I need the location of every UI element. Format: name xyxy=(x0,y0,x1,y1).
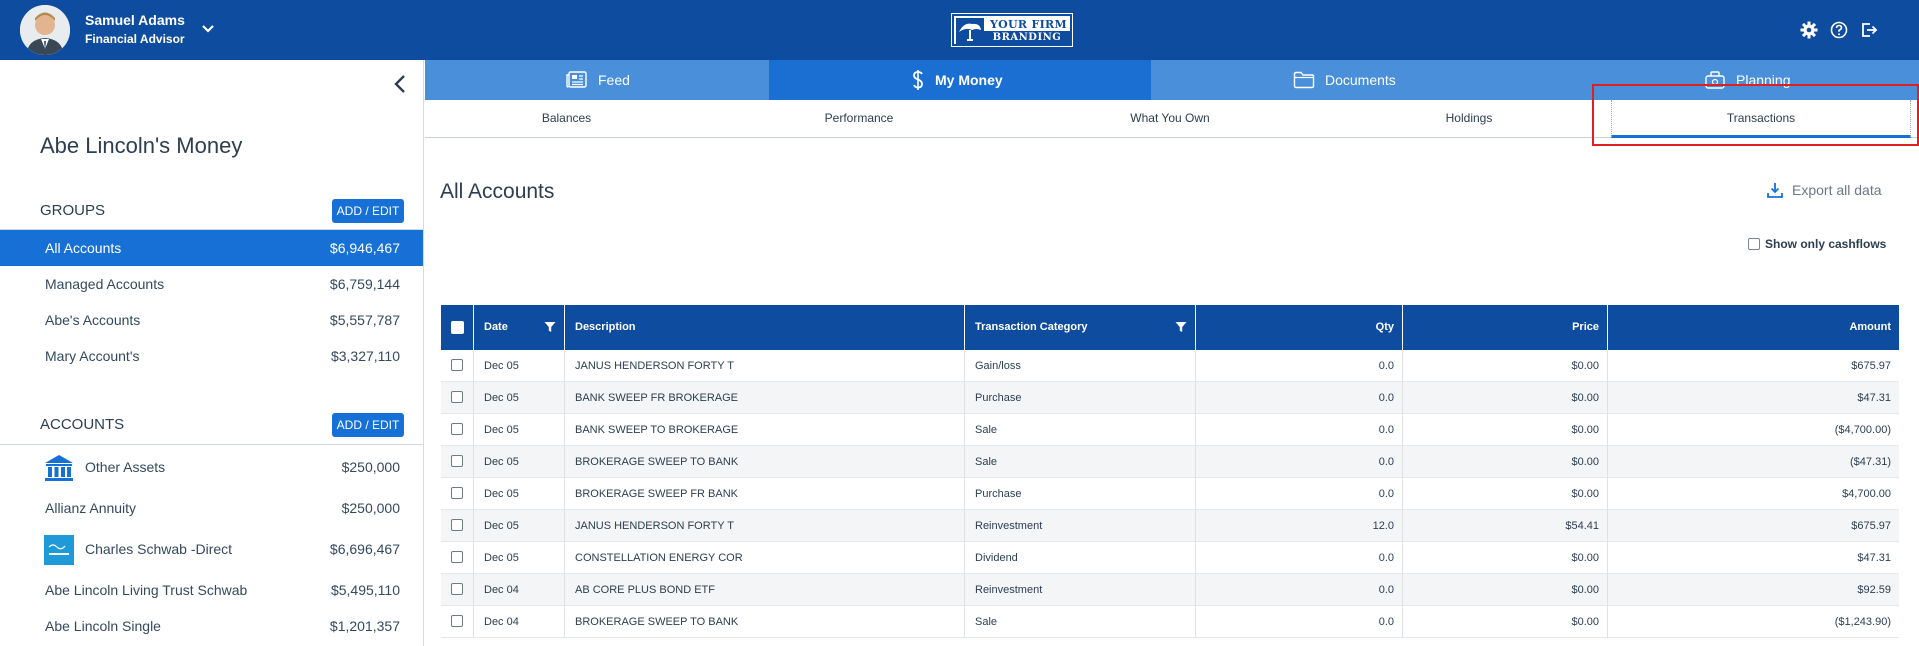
cell-amount: $4,700.00 xyxy=(1842,488,1891,500)
cell-category xyxy=(965,382,1196,414)
header-amount[interactable]: Amount xyxy=(1849,321,1891,333)
cell-category xyxy=(965,446,1196,478)
cell-qty: 0.0 xyxy=(1196,350,1403,382)
row-checkbox[interactable] xyxy=(451,455,463,467)
cell-select xyxy=(441,478,474,510)
group-amount: $6,946,467 xyxy=(329,240,400,256)
cell-qty: 0.0 xyxy=(1196,478,1403,510)
cell-price: $54.41 xyxy=(1403,510,1608,542)
cell-qty: 0.0 xyxy=(1196,574,1403,606)
cell-category-text: Purchase xyxy=(975,392,1022,404)
row-checkbox[interactable] xyxy=(451,487,463,499)
row-checkbox[interactable] xyxy=(451,551,463,563)
cell-category xyxy=(965,606,1196,638)
cell-qty: 0.0 xyxy=(1196,446,1403,478)
select-all-checkbox[interactable] xyxy=(451,321,464,334)
cell-qty: 0.0 xyxy=(1196,382,1403,414)
cell-category-text: Purchase xyxy=(975,488,1022,500)
cell-qty: 0.0 xyxy=(1196,606,1403,638)
cell-category xyxy=(965,414,1196,446)
cell-description-text: BANK SWEEP TO BROKERAGE xyxy=(575,424,739,436)
cell-category-text: Dividend xyxy=(975,552,1018,564)
cell-date xyxy=(474,382,565,414)
header-price[interactable]: Price xyxy=(1403,305,1608,350)
cell-date-text: Dec 05 xyxy=(484,488,519,500)
cell-description-text: BROKERAGE SWEEP FR BANK xyxy=(575,488,739,500)
page-title: All Accounts xyxy=(440,180,555,203)
table-header xyxy=(441,305,1899,350)
account-label: Abe Lincoln Living Trust Schwab xyxy=(45,582,248,598)
cell-description-text: JANUS HENDERSON FORTY T xyxy=(575,520,734,532)
dollar-icon xyxy=(911,69,925,91)
tab-my-money[interactable] xyxy=(769,60,1151,100)
tree-icon xyxy=(956,18,984,44)
accounts-label: ACCOUNTS xyxy=(40,416,125,433)
cell-description xyxy=(565,510,965,542)
help-icon[interactable] xyxy=(1830,21,1848,39)
cell-description xyxy=(565,606,965,638)
cell-description-text: BANK SWEEP FR BROKERAGE xyxy=(575,392,739,404)
table-row[interactable] xyxy=(441,606,1899,638)
brand-line-2: BRANDING xyxy=(984,31,1070,44)
cell-description-text: BROKERAGE SWEEP TO BANK xyxy=(575,616,739,628)
header-select-cell xyxy=(441,305,474,350)
cell-date-text: Dec 05 xyxy=(484,520,519,532)
table-row[interactable] xyxy=(441,510,1899,542)
subtab-holdings[interactable]: Holdings xyxy=(1445,111,1493,125)
cell-description xyxy=(565,382,965,414)
filter-icon[interactable] xyxy=(1175,321,1187,333)
table-row[interactable] xyxy=(441,542,1899,574)
tab-label: Planning xyxy=(1736,72,1791,88)
row-checkbox[interactable] xyxy=(451,519,463,531)
cell-category xyxy=(965,478,1196,510)
cell-date xyxy=(474,446,565,478)
cell-amount: ($4,700.00) xyxy=(1834,424,1891,436)
table-row[interactable] xyxy=(441,382,1899,414)
highlight-annotation xyxy=(1592,84,1919,146)
cell-category-text: Reinvestment xyxy=(975,520,1043,532)
cell-price: $0.00 xyxy=(1403,542,1608,574)
cell-date-text: Dec 05 xyxy=(484,456,519,468)
chevron-left-icon[interactable] xyxy=(390,72,412,96)
cell-amount: $675.97 xyxy=(1851,360,1891,372)
cell-select xyxy=(441,414,474,446)
cell-category-text: Gain/loss xyxy=(975,360,1021,372)
show-only-cashflows-toggle[interactable] xyxy=(1748,237,1886,251)
cell-date-text: Dec 04 xyxy=(484,616,519,628)
cell-date-text: Dec 04 xyxy=(484,584,519,596)
chevron-down-icon[interactable] xyxy=(199,20,217,38)
header-label: Description xyxy=(575,321,636,333)
subtab-performance[interactable]: Performance xyxy=(824,111,894,125)
cell-select xyxy=(441,350,474,382)
subtab-what-you-own[interactable]: What You Own xyxy=(1130,111,1210,125)
account-label: Allianz Annuity xyxy=(45,500,137,516)
account-item-other-assets[interactable] xyxy=(0,447,423,487)
cell-select xyxy=(441,542,474,574)
export-all-data-button[interactable] xyxy=(1766,181,1882,199)
table-row[interactable] xyxy=(441,574,1899,606)
table-row[interactable] xyxy=(441,478,1899,510)
account-amount: $250,000 xyxy=(341,500,400,516)
app-header xyxy=(0,0,1919,60)
cell-description-text: BROKERAGE SWEEP TO BANK xyxy=(575,456,739,468)
header-transaction-category[interactable] xyxy=(965,305,1196,350)
groups-label: GROUPS xyxy=(40,202,106,219)
cell-select xyxy=(441,574,474,606)
cell-select xyxy=(441,446,474,478)
group-amount: $6,759,144 xyxy=(329,276,400,292)
group-item-all-accounts[interactable] xyxy=(0,230,423,266)
sidebar xyxy=(0,60,424,646)
export-label: Export all data xyxy=(1792,182,1882,198)
cell-date xyxy=(474,574,565,606)
table-row[interactable] xyxy=(441,446,1899,478)
cell-category xyxy=(965,574,1196,606)
cell-category-text: Reinvestment xyxy=(975,584,1043,596)
account-amount: $1,201,357 xyxy=(329,618,400,634)
user-name: Samuel Adams xyxy=(85,12,185,28)
cell-category-text: Sale xyxy=(975,616,998,628)
cell-date xyxy=(474,414,565,446)
account-item-charles-schwab[interactable] xyxy=(0,529,423,569)
divider xyxy=(0,444,424,445)
tab-label: Documents xyxy=(1325,72,1396,88)
account-item-abe-single[interactable] xyxy=(0,606,423,646)
cell-amount: $47.31 xyxy=(1857,392,1891,404)
accounts-add-edit-button[interactable]: ADD / EDIT xyxy=(332,413,404,437)
cell-price: $0.00 xyxy=(1403,574,1608,606)
row-checkbox[interactable] xyxy=(451,423,463,435)
group-item-abes-accounts[interactable] xyxy=(0,302,423,338)
tab-label: My Money xyxy=(935,72,1003,88)
row-checkbox[interactable] xyxy=(451,615,463,627)
cell-amount: ($1,243.90) xyxy=(1834,616,1891,628)
cell-price: $0.00 xyxy=(1403,478,1608,510)
group-item-mary-account[interactable] xyxy=(0,338,423,374)
user-role: Financial Advisor xyxy=(85,32,185,46)
header-description[interactable] xyxy=(565,305,965,350)
cell-category xyxy=(965,542,1196,574)
cell-price: $0.00 xyxy=(1403,414,1608,446)
tab-documents[interactable] xyxy=(1151,60,1594,100)
cell-date xyxy=(474,542,565,574)
filter-icon[interactable] xyxy=(544,321,556,333)
group-amount: $5,557,787 xyxy=(329,312,400,328)
header-date[interactable] xyxy=(474,305,565,350)
cell-qty: 0.0 xyxy=(1196,542,1403,574)
row-checkbox[interactable] xyxy=(451,583,463,595)
account-label: Charles Schwab -Direct xyxy=(85,541,233,557)
schwab-logo-icon xyxy=(43,535,75,565)
cell-category xyxy=(965,510,1196,542)
tab-label: Feed xyxy=(598,72,630,88)
cell-select xyxy=(441,606,474,638)
group-label: Mary Account's xyxy=(45,348,140,364)
cell-description xyxy=(565,414,965,446)
cell-select xyxy=(441,382,474,414)
logout-icon[interactable] xyxy=(1860,21,1878,39)
header-qty[interactable]: Qty xyxy=(1196,305,1403,350)
cell-date xyxy=(474,510,565,542)
cell-description xyxy=(565,350,965,382)
brand-line-1: YOUR FIRM xyxy=(990,18,1067,31)
header-label: Date xyxy=(484,321,508,333)
cell-date-text: Dec 05 xyxy=(484,552,519,564)
cell-price: $0.00 xyxy=(1403,350,1608,382)
download-icon xyxy=(1766,181,1784,199)
cell-price: $0.00 xyxy=(1403,446,1608,478)
cell-amount: ($47.31) xyxy=(1850,456,1891,468)
cell-price: $0.00 xyxy=(1403,382,1608,414)
header-label: Transaction Category xyxy=(975,321,1088,333)
group-label: All Accounts xyxy=(45,240,122,256)
cell-description xyxy=(565,446,965,478)
account-amount: $250,000 xyxy=(341,459,400,475)
cashflow-checkbox[interactable] xyxy=(1748,238,1760,250)
group-amount: $3,327,110 xyxy=(330,348,400,364)
cell-select xyxy=(441,510,474,542)
cell-description-text: JANUS HENDERSON FORTY T xyxy=(575,360,734,372)
row-checkbox[interactable] xyxy=(451,391,463,403)
gear-icon[interactable] xyxy=(1800,21,1818,39)
cell-description-text: AB CORE PLUS BOND ETF xyxy=(575,584,715,596)
cell-category-text: Sale xyxy=(975,456,998,468)
cell-category xyxy=(965,350,1196,382)
group-item-managed-accounts[interactable] xyxy=(0,266,423,302)
groups-add-edit-button[interactable]: ADD / EDIT xyxy=(332,199,404,223)
cell-amount: $47.31 xyxy=(1857,552,1891,564)
cell-description xyxy=(565,574,965,606)
tab-feed[interactable] xyxy=(425,60,769,100)
cell-description xyxy=(565,542,965,574)
cell-description-text: CONSTELLATION ENERGY COR xyxy=(575,552,743,564)
cell-description xyxy=(565,478,965,510)
cell-amount: $675.97 xyxy=(1851,520,1891,532)
cell-date-text: Dec 05 xyxy=(484,360,519,372)
cell-date xyxy=(474,606,565,638)
avatar[interactable] xyxy=(20,5,70,55)
account-item-allianz-annuity[interactable] xyxy=(0,488,423,528)
cell-date xyxy=(474,478,565,510)
cell-amount: $92.59 xyxy=(1857,584,1891,596)
sidebar-title: Abe Lincoln's Money xyxy=(40,133,243,158)
subtab-transactions[interactable]: Transactions xyxy=(1611,100,1911,138)
account-label: Other Assets xyxy=(85,459,166,475)
newspaper-icon xyxy=(566,71,588,89)
folder-icon xyxy=(1293,71,1315,89)
group-label: Abe's Accounts xyxy=(45,312,141,328)
cell-date-text: Dec 05 xyxy=(484,392,519,404)
table-row[interactable] xyxy=(441,414,1899,446)
cell-date xyxy=(474,350,565,382)
account-amount: $6,696,467 xyxy=(329,541,400,557)
bank-icon xyxy=(43,453,75,483)
account-label: Abe Lincoln Single xyxy=(45,618,161,634)
account-amount: $5,495,110 xyxy=(330,582,400,598)
cell-qty: 12.0 xyxy=(1196,510,1403,542)
cashflow-label: Show only cashflows xyxy=(1765,237,1887,251)
table-row[interactable] xyxy=(441,350,1899,382)
account-item-living-trust[interactable] xyxy=(0,570,423,610)
group-label: Managed Accounts xyxy=(45,276,165,292)
cell-price: $0.00 xyxy=(1403,606,1608,638)
cell-category-text: Sale xyxy=(975,424,998,436)
cell-qty: 0.0 xyxy=(1196,414,1403,446)
subtab-balances[interactable]: Balances xyxy=(541,111,592,125)
cell-date-text: Dec 05 xyxy=(484,424,519,436)
row-checkbox[interactable] xyxy=(451,359,463,371)
firm-logo xyxy=(952,14,1072,46)
